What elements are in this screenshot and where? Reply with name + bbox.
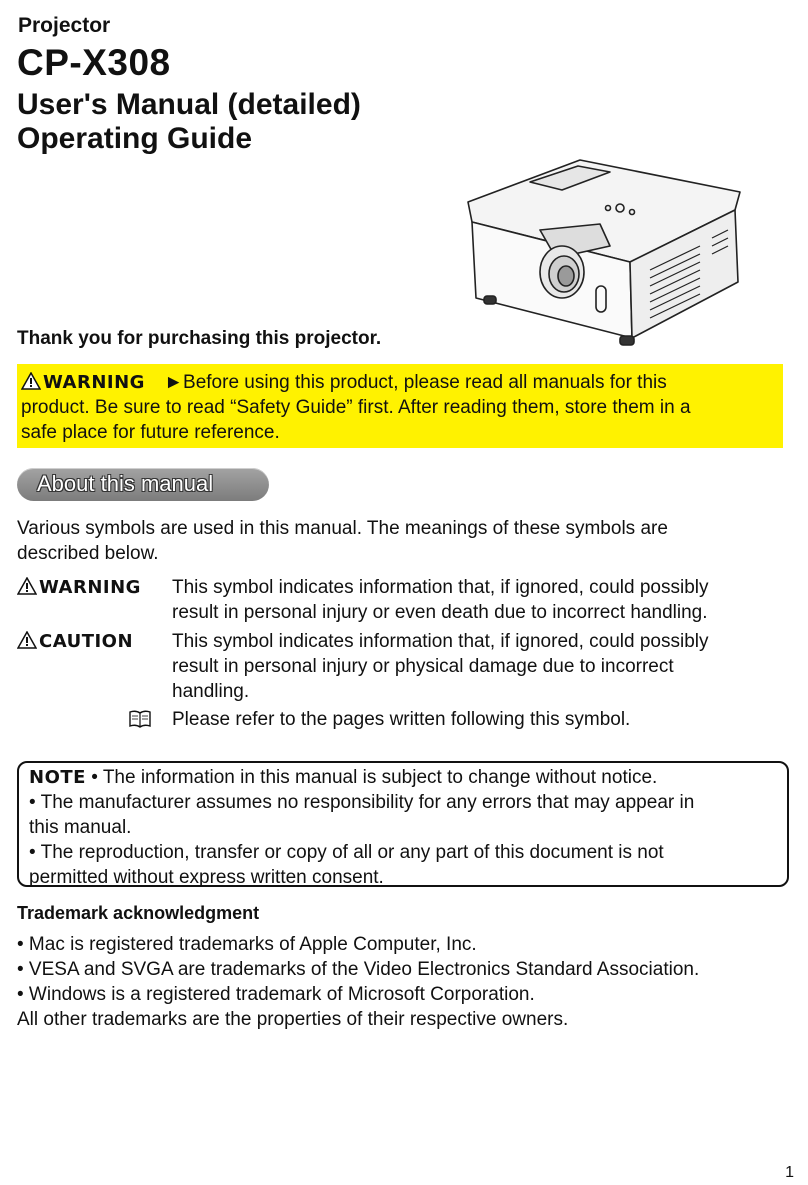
- projector-illustration: [460, 150, 745, 360]
- section-title: About this manual: [37, 471, 214, 496]
- warning-triangle-icon: [17, 577, 37, 595]
- model-number: CP-X308: [17, 42, 171, 83]
- intro-line-2: described below.: [17, 543, 159, 564]
- symbol-label: WARNING: [39, 577, 141, 598]
- intro-line-1: Various symbols are used in this manual. The meanings of these symbols are: [17, 518, 668, 539]
- note-label: NOTE: [29, 767, 86, 788]
- trademark-list: [17, 932, 699, 1032]
- note-line-3: this manual.: [29, 817, 132, 838]
- intro-paragraph: [17, 516, 777, 566]
- note-line-5: permitted without express written consent.: [29, 867, 384, 888]
- page-number: 1: [785, 1164, 794, 1181]
- warning-line-3: safe place for future reference.: [21, 422, 280, 443]
- symbol-desc-line: This symbol indicates information that, if ignored, could possibly: [172, 577, 709, 598]
- note-line-4: • The reproduction, transfer or copy of all or any part of this document is not: [29, 842, 664, 863]
- symbol-row-reference: [17, 707, 787, 733]
- symbol-desc-line: Please refer to the pages written following this symbol.: [172, 709, 631, 730]
- symbol-row-caution: [17, 629, 787, 707]
- list-item: • Mac is registered trademarks of Apple Computer, Inc.: [17, 934, 477, 955]
- symbol-desc-line: This symbol indicates information that, if ignored, could possibly: [172, 631, 709, 652]
- note-box: [17, 761, 789, 887]
- trademark-heading: Trademark acknowledgment: [17, 903, 260, 923]
- manual-title: User's Manual (detailed): [17, 88, 361, 121]
- note-line-1: • The information in this manual is subject to change without notice.: [91, 767, 658, 788]
- warning-arrow: ►: [164, 372, 184, 393]
- note-line-2: • The manufacturer assumes no responsibility for any errors that may appear in: [29, 792, 695, 813]
- symbol-desc-line: result in personal injury or physical damage due to incorrect: [172, 656, 674, 677]
- list-item: • Windows is a registered trademark of Microsoft Corporation.: [17, 984, 535, 1005]
- warning-line-1: Before using this product, please read all manuals for this: [183, 372, 667, 393]
- warning-line-2: product. Be sure to read “Safety Guide” first. After reading them, store them in a: [21, 397, 691, 418]
- list-item: All other trademarks are the properties of their respective owners.: [17, 1009, 569, 1030]
- symbol-row-warning: [17, 575, 787, 627]
- warning-label: WARNING: [43, 372, 145, 393]
- symbol-desc-line: result in personal injury or even death due to incorrect handling.: [172, 602, 708, 623]
- manual-subtitle: Operating Guide: [17, 122, 253, 155]
- book-icon: [129, 710, 151, 728]
- section-header: [17, 468, 269, 501]
- symbol-label: CAUTION: [39, 631, 134, 652]
- list-item: • VESA and SVGA are trademarks of the Video Electronics Standard Association.: [17, 959, 700, 980]
- caution-triangle-icon: [17, 631, 37, 649]
- warning-box: [17, 364, 783, 448]
- thank-you-text: Thank you for purchasing this projector.: [17, 328, 382, 349]
- symbol-desc-line: handling.: [172, 681, 250, 702]
- warning-triangle-icon: [21, 372, 41, 390]
- product-category: Projector: [18, 14, 111, 37]
